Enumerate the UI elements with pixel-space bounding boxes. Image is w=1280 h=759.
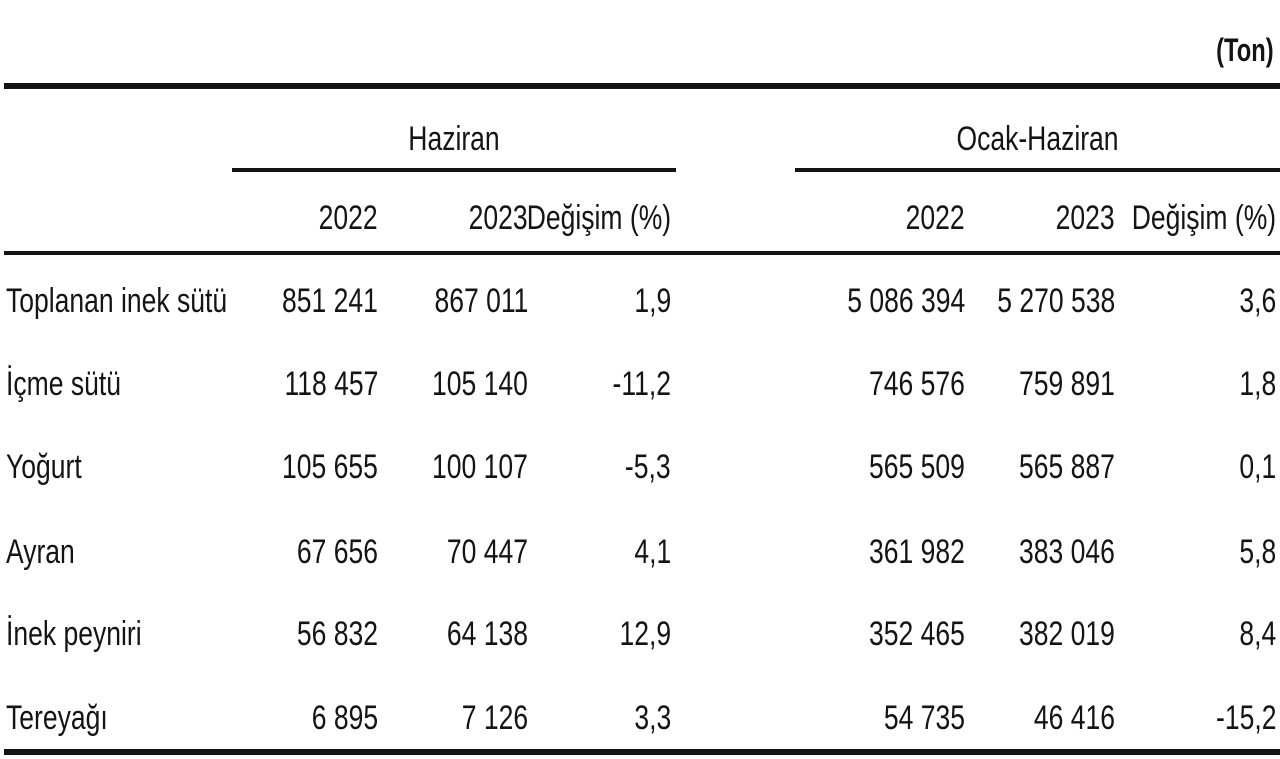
table-cell: 352 465 (869, 615, 965, 653)
top-rule (4, 83, 1280, 89)
table-cell: 6 895 (311, 699, 378, 737)
table-cell: 0,1 (1239, 448, 1276, 486)
row-label: Yoğurt (6, 448, 82, 486)
column-header-ocak-haziran-2023: 2023 (1056, 199, 1115, 237)
row-label: İnek peyniri (6, 615, 142, 653)
table-cell: 4,1 (634, 533, 671, 571)
table-cell: 70 447 (446, 533, 528, 571)
table-cell: 3,3 (634, 699, 671, 737)
header-bottom-rule (4, 251, 1280, 255)
column-header-ocak-haziran-2022: 2022 (906, 199, 965, 237)
row-label: Toplanan inek sütü (6, 282, 228, 320)
table-cell: 383 046 (1019, 533, 1115, 571)
column-header-haziran-2023: 2023 (469, 199, 528, 237)
table-cell: 105 140 (432, 365, 528, 403)
table-cell: 56 832 (296, 615, 378, 653)
table-cell: 565 887 (1019, 448, 1115, 486)
table-cell: 5 086 394 (847, 282, 965, 320)
table-cell: -5,3 (625, 448, 671, 486)
unit-label: (Ton) (1216, 32, 1274, 68)
table-cell: 1,9 (634, 282, 671, 320)
row-label: İçme sütü (6, 365, 121, 403)
group-rule-haziran (232, 168, 676, 172)
table-cell: 105 655 (282, 448, 378, 486)
table-cell: -15,2 (1215, 699, 1276, 737)
group-rule-ocak-haziran (795, 168, 1280, 172)
table-cell: 100 107 (432, 448, 528, 486)
table-cell: 361 982 (869, 533, 965, 571)
table-cell: 851 241 (282, 282, 378, 320)
table-cell: 5,8 (1239, 533, 1276, 571)
table-cell: 867 011 (434, 282, 528, 320)
table-cell: -11,2 (612, 365, 671, 403)
table-cell: 746 576 (869, 365, 965, 403)
column-header-haziran-change: Değişim (%) (526, 199, 671, 237)
group-header-ocak-haziran: Ocak-Haziran (956, 120, 1119, 158)
table-cell: 12,9 (619, 615, 671, 653)
table-cell: 382 019 (1019, 615, 1115, 653)
table-cell: 8,4 (1239, 615, 1276, 653)
table-cell: 565 509 (869, 448, 965, 486)
row-label: Tereyağı (6, 699, 108, 737)
row-label: Ayran (6, 533, 75, 571)
column-header-ocak-haziran-change: Değişim (%) (1131, 199, 1276, 237)
table-cell: 3,6 (1239, 282, 1276, 320)
table-cell: 64 138 (446, 615, 528, 653)
table-cell: 759 891 (1019, 365, 1115, 403)
column-header-haziran-2022: 2022 (319, 199, 378, 237)
table-cell: 1,8 (1239, 365, 1276, 403)
table-cell: 118 457 (284, 365, 378, 403)
table-cell: 67 656 (296, 533, 378, 571)
table-cell: 54 735 (883, 699, 965, 737)
bottom-rule (4, 749, 1280, 755)
table-cell: 5 270 538 (997, 282, 1115, 320)
group-header-haziran: Haziran (408, 120, 500, 158)
table-cell: 7 126 (461, 699, 528, 737)
table-cell: 46 416 (1033, 699, 1115, 737)
